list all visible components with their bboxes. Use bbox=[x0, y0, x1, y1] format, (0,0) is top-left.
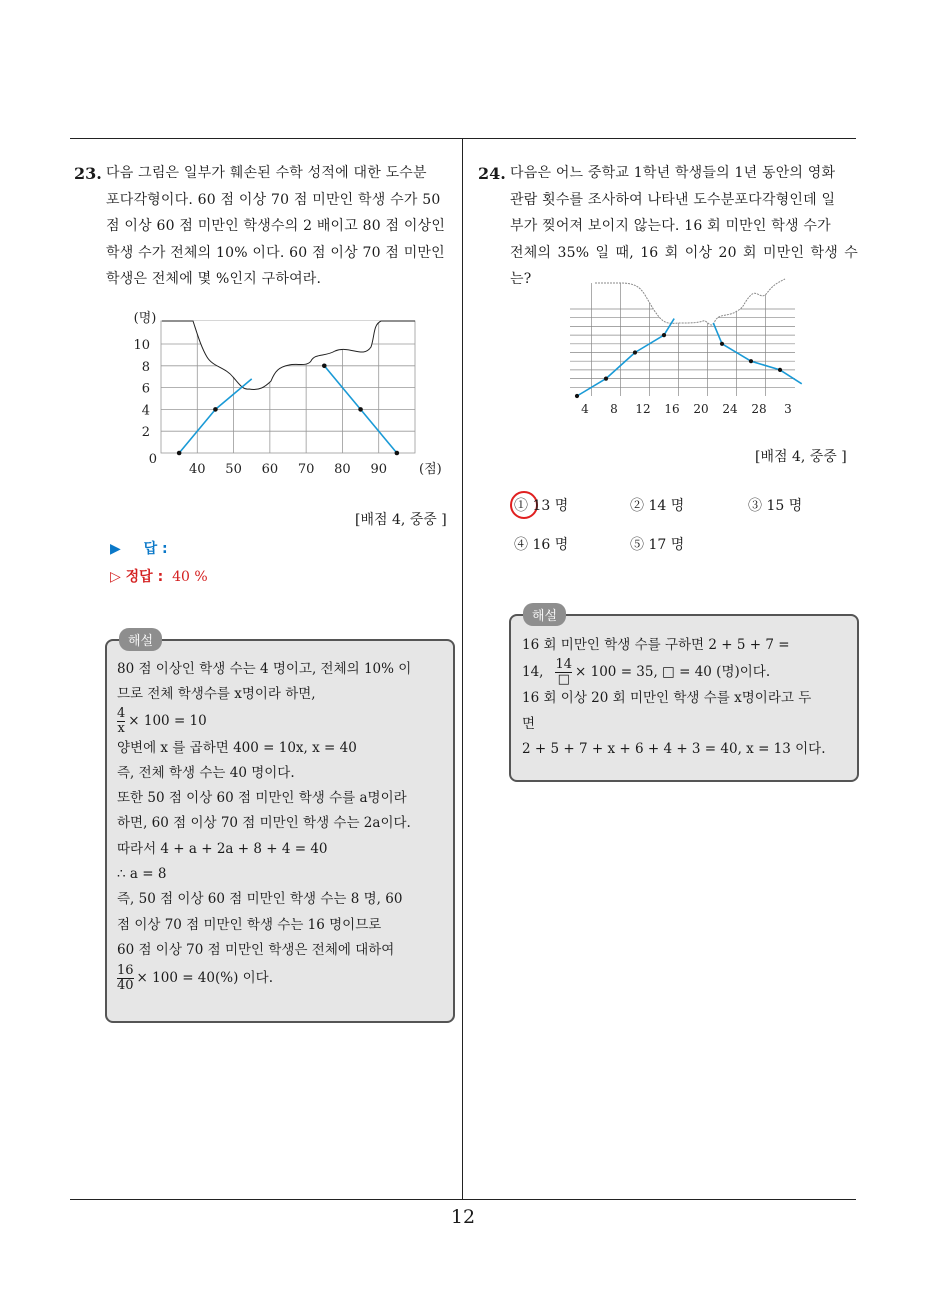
explain-line: 양변에 x 를 곱하면 400 = 10x, x = 40 bbox=[117, 739, 357, 756]
data-point bbox=[720, 342, 724, 346]
data-point bbox=[177, 451, 182, 456]
top-rule bbox=[70, 138, 856, 139]
explain-line-rest: × 100 = 10 bbox=[128, 712, 207, 729]
explain-line: 16 회 이상 20 회 미만인 학생 수를 x명이라고 두 bbox=[522, 690, 812, 707]
q23-line: 다음 그림은 일부가 훼손된 수학 성적에 대한 도수분 bbox=[106, 165, 427, 181]
y-tick-label: 4 bbox=[141, 403, 150, 419]
explain-line: 므로 전체 학생수를 x명이라 하면, bbox=[117, 686, 316, 703]
q24-chart bbox=[565, 275, 805, 420]
bottom-rule bbox=[70, 1199, 856, 1200]
explain-line: 따라서 4 + a + 2a + 8 + 4 = 40 bbox=[117, 840, 328, 857]
explain-line: 또한 50 점 이상 60 점 미만인 학생 수를 a명이라 bbox=[117, 790, 407, 807]
data-point bbox=[395, 451, 400, 456]
fraction bbox=[555, 658, 572, 687]
explain-line-rest: × 100 = 35, □ = 40 (명)이다. bbox=[575, 663, 771, 680]
q23-explanation-text bbox=[117, 657, 443, 993]
y-tick-label: 0 bbox=[148, 452, 157, 467]
x-tick-label: 24 bbox=[722, 402, 738, 416]
data-point bbox=[749, 359, 753, 363]
data-point bbox=[633, 350, 637, 354]
x-tick-label: 4 bbox=[581, 402, 589, 416]
q24-score: [배점 4, 중중 ] bbox=[755, 449, 847, 465]
numerator: 4 bbox=[117, 706, 126, 722]
x-tick-label: 8 bbox=[610, 402, 618, 416]
explain-line-rest: × 100 = 40(%) 이다. bbox=[136, 969, 274, 986]
y-tick-label: 10 bbox=[133, 338, 150, 353]
q24-explanation-tag: 해설 bbox=[523, 603, 566, 626]
explain-line: ∴ a = 8 bbox=[117, 866, 167, 883]
x-tick-label: 40 bbox=[189, 462, 206, 477]
page-number: 12 bbox=[450, 1206, 476, 1228]
explain-line: 하면, 60 점 이상 70 점 미만인 학생 수는 2a이다. bbox=[117, 815, 411, 832]
play-arrow-icon: ▶ bbox=[110, 541, 121, 557]
choice-4[interactable]: ④ 16 명 bbox=[514, 537, 569, 553]
explain-line bbox=[117, 963, 443, 993]
fraction bbox=[117, 707, 125, 736]
choice-2[interactable]: ② 14 명 bbox=[630, 498, 685, 514]
q23-number: 23. bbox=[74, 164, 102, 183]
torn-region bbox=[193, 321, 381, 390]
answer-label: 답 : bbox=[143, 541, 168, 557]
x-tick-label: 50 bbox=[225, 462, 242, 477]
explain-line: 즉, 50 점 이상 60 점 미만인 학생 수는 8 명, 60 bbox=[117, 891, 403, 908]
column-divider bbox=[462, 138, 463, 1200]
q23-score: [배점 4, 중중 ] bbox=[355, 512, 447, 528]
q23-line: 포다각형이다. 60 점 이상 70 점 미만인 학생 수가 50 bbox=[106, 191, 441, 208]
q24-line: 전체의 35% 일 때, 16 회 이상 20 회 미만인 학생 수는? bbox=[510, 244, 858, 287]
explain-line: 80 점 이상인 학생 수는 4 명이고, 전체의 10% 이 bbox=[117, 661, 412, 677]
q23-chart bbox=[125, 305, 442, 480]
q24-explanation-text bbox=[522, 633, 844, 762]
denominator: x bbox=[117, 721, 125, 737]
q24-number: 24. bbox=[478, 164, 506, 183]
q23-text bbox=[106, 160, 456, 293]
x-tick-label: 12 bbox=[635, 402, 651, 416]
q24-text bbox=[510, 160, 858, 293]
x-tick-label: 80 bbox=[334, 462, 351, 477]
explain-line: 점 이상 70 점 미만인 학생 수는 16 명이므로 bbox=[117, 916, 382, 933]
x-tick-label: 60 bbox=[261, 462, 279, 477]
denominator: □ bbox=[555, 672, 572, 687]
correct-label: 정답 : bbox=[125, 569, 164, 585]
q23-explanation-tag: 해설 bbox=[119, 628, 162, 651]
data-point bbox=[322, 364, 327, 369]
data-point bbox=[662, 333, 666, 337]
data-point bbox=[213, 407, 218, 412]
choice-1[interactable]: ① 13 명 bbox=[514, 498, 569, 514]
q23-line: 학생 수가 전체의 10% 이다. 60 점 이상 70 점 미만인 bbox=[106, 244, 445, 261]
explain-line-start: 14, bbox=[522, 663, 544, 680]
data-point bbox=[604, 377, 608, 381]
q23-line: 학생은 전체에 몇 %인지 구하여라. bbox=[106, 271, 322, 287]
q23-answer-line bbox=[110, 538, 168, 558]
choice-3[interactable]: ③ 15 명 bbox=[748, 498, 803, 514]
q24-line: 부가 찢어져 보이지 않는다. 16 회 미만인 학생 수가 bbox=[510, 218, 831, 234]
explain-line: 2 + 5 + 7 + x + 6 + 4 + 3 = 40, x = 13 이다. bbox=[522, 740, 826, 757]
x-tick-label: 16 bbox=[664, 402, 680, 416]
x-tick-label: 20 bbox=[693, 402, 709, 416]
q24-line: 관람 횟수를 조사하여 나타낸 도수분포다각형인데 일 bbox=[510, 191, 836, 208]
q23-line: 점 이상 60 점 미만인 학생수의 2 배이고 80 점 이상인 bbox=[106, 218, 446, 234]
polygon-segment bbox=[780, 370, 802, 384]
numerator: 14 bbox=[555, 656, 573, 672]
numerator: 16 bbox=[117, 962, 134, 978]
denominator: 40 bbox=[117, 977, 134, 993]
explain-line bbox=[117, 708, 443, 736]
data-point bbox=[358, 407, 363, 412]
x-axis-label: (점) bbox=[419, 462, 442, 477]
data-point bbox=[778, 368, 782, 372]
q24-line: 다음은 어느 중학교 1학년 학생들의 1년 동안의 영화 bbox=[510, 165, 836, 181]
outline-arrow-icon: ▷ bbox=[110, 569, 121, 585]
choice-5[interactable]: ⑤ 17 명 bbox=[630, 537, 685, 553]
x-tick-label: 3 bbox=[784, 402, 792, 416]
x-tick-label: 90 bbox=[370, 462, 387, 477]
y-tick-label: 6 bbox=[141, 381, 150, 397]
q23-correct-line bbox=[110, 566, 208, 586]
explain-line: 면 bbox=[522, 715, 536, 732]
x-tick-label: 70 bbox=[297, 462, 315, 477]
y-axis-label: (명) bbox=[133, 311, 157, 326]
y-tick-label: 2 bbox=[141, 425, 150, 441]
y-tick-label: 8 bbox=[141, 359, 150, 375]
fraction bbox=[117, 964, 134, 993]
data-point bbox=[575, 394, 579, 398]
explain-line: 60 점 이상 70 점 미만인 학생은 전체에 대하여 bbox=[117, 941, 395, 958]
explain-line: 16 회 미만인 학생 수를 구하면 2 + 5 + 7 = bbox=[522, 637, 790, 653]
explain-line bbox=[522, 658, 844, 686]
x-tick-label: 28 bbox=[751, 402, 767, 416]
correct-value: 40 % bbox=[172, 569, 208, 585]
explain-line: 즉, 전체 학생 수는 40 명이다. bbox=[117, 764, 295, 781]
